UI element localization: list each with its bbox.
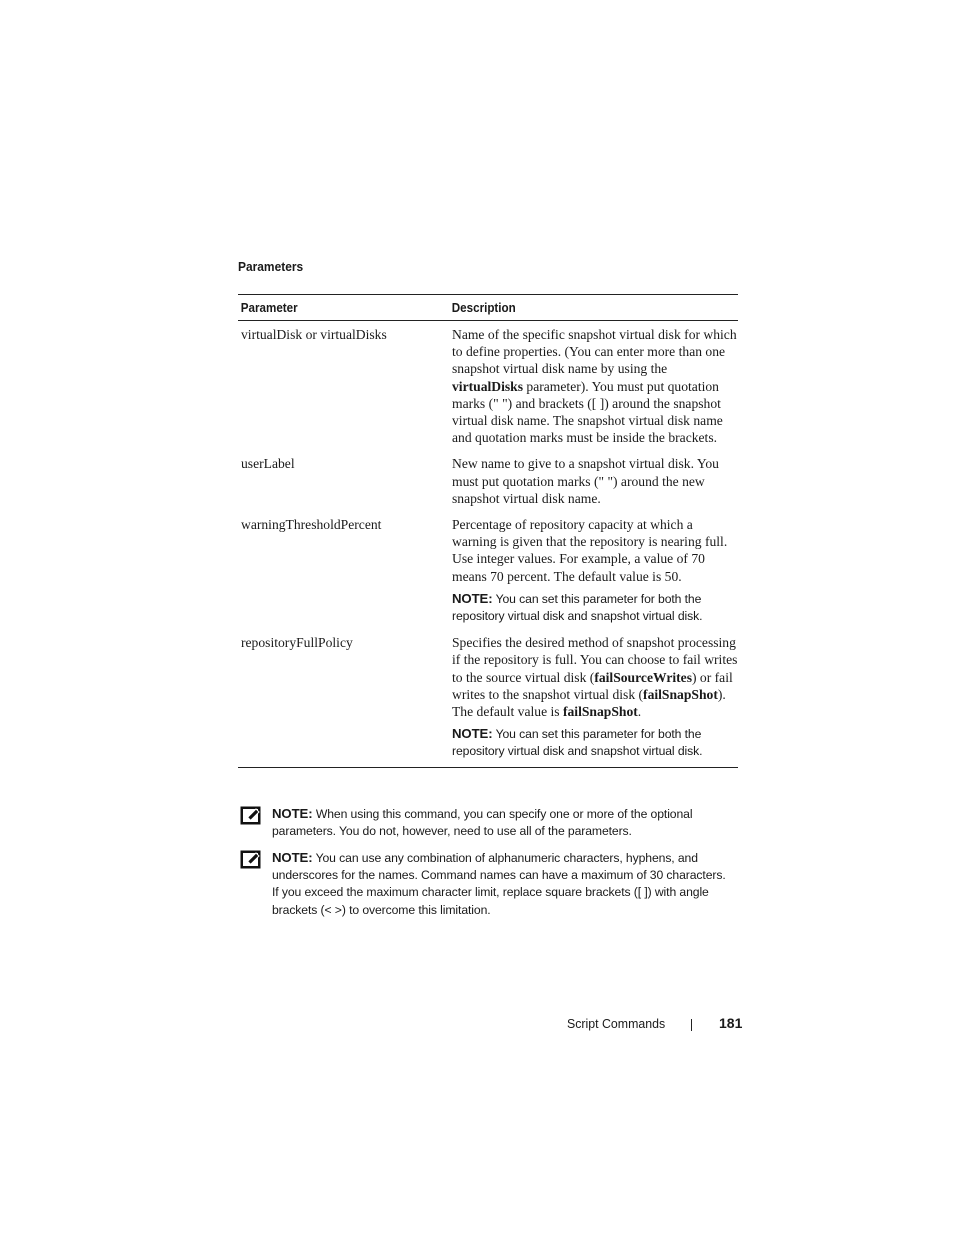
header-parameter: Parameter <box>240 300 298 315</box>
header-description: Description <box>451 300 516 315</box>
parameter-name: repositoryFullPolicy <box>241 635 353 651</box>
section-heading: Parameters <box>238 259 304 274</box>
parameter-description: Percentage of repository capacity at which a warning is given that the repository is nearing full. Use integer values. For example, a value of 70 means 70 percent. The default value is 50. NOTE: You can set this parameter for both the repository virtual disk and snapshot virtual disk. <box>449 515 738 625</box>
parameter-name: virtualDisk or virtualDisks <box>241 327 387 342</box>
page-footer <box>567 1015 742 1035</box>
inline-note: NOTE: You can set this parameter for both the repository virtual disk and snapshot virtual disk. <box>452 726 703 759</box>
table-row <box>238 632 738 760</box>
page-number: 181 <box>719 1015 743 1031</box>
page-note: NOTE: You can use any combination of alphanumeric characters, hyphens, and underscores for the names. Command names can have a maximum of 30 characters. If you exceed the maximum character limit, replace square brackets ([ ]) with angle brackets (< >) to overcome this limitation. <box>240 849 730 919</box>
page-note: NOTE: When using this command, you can specify one or more of the optional parameters. You do not, however, need to use all of the parameters. <box>240 805 730 840</box>
parameters-table <box>238 294 738 768</box>
parameter-name: userLabel <box>241 456 295 472</box>
parameter-description: New name to give to a snapshot virtual disk. You must put quotation marks (" ") around the new snapshot virtual disk name. <box>452 456 719 506</box>
footer-divider <box>691 1019 692 1031</box>
parameter-name: warningThresholdPercent <box>241 517 382 533</box>
table-header <box>238 295 738 321</box>
table-row <box>238 453 738 507</box>
inline-note: NOTE: You can set this parameter for both the repository virtual disk and snapshot virtual disk. <box>452 590 703 624</box>
pencil-note-icon <box>240 849 272 919</box>
table-row <box>238 514 738 625</box>
pencil-note-icon <box>240 805 272 840</box>
footer-section-title: Script Commands <box>567 1016 666 1031</box>
parameter-description: Name of the specific snapshot virtual disk for which to define properties. (You can enter more than one snapshot virtual disk name by using the virtualDisks parameter). You must put quotation marks (" ") and brackets ([ ]) around the snapshot virtual disk name. The snapshot virtual disk name and quotation marks must be inside the brackets. <box>452 327 737 446</box>
parameter-description: Specifies the desired method of snapshot processing if the repository is full. You can choose to fail writes to the source virtual disk (failSourceWrites) or fail writes to the snapshot virtual disk (failSnapShot). The default value is failSnapShot. NOTE: You can set this parameter for both the repository virtual disk and snapshot virtual disk. <box>449 633 738 760</box>
table-row <box>238 324 738 446</box>
